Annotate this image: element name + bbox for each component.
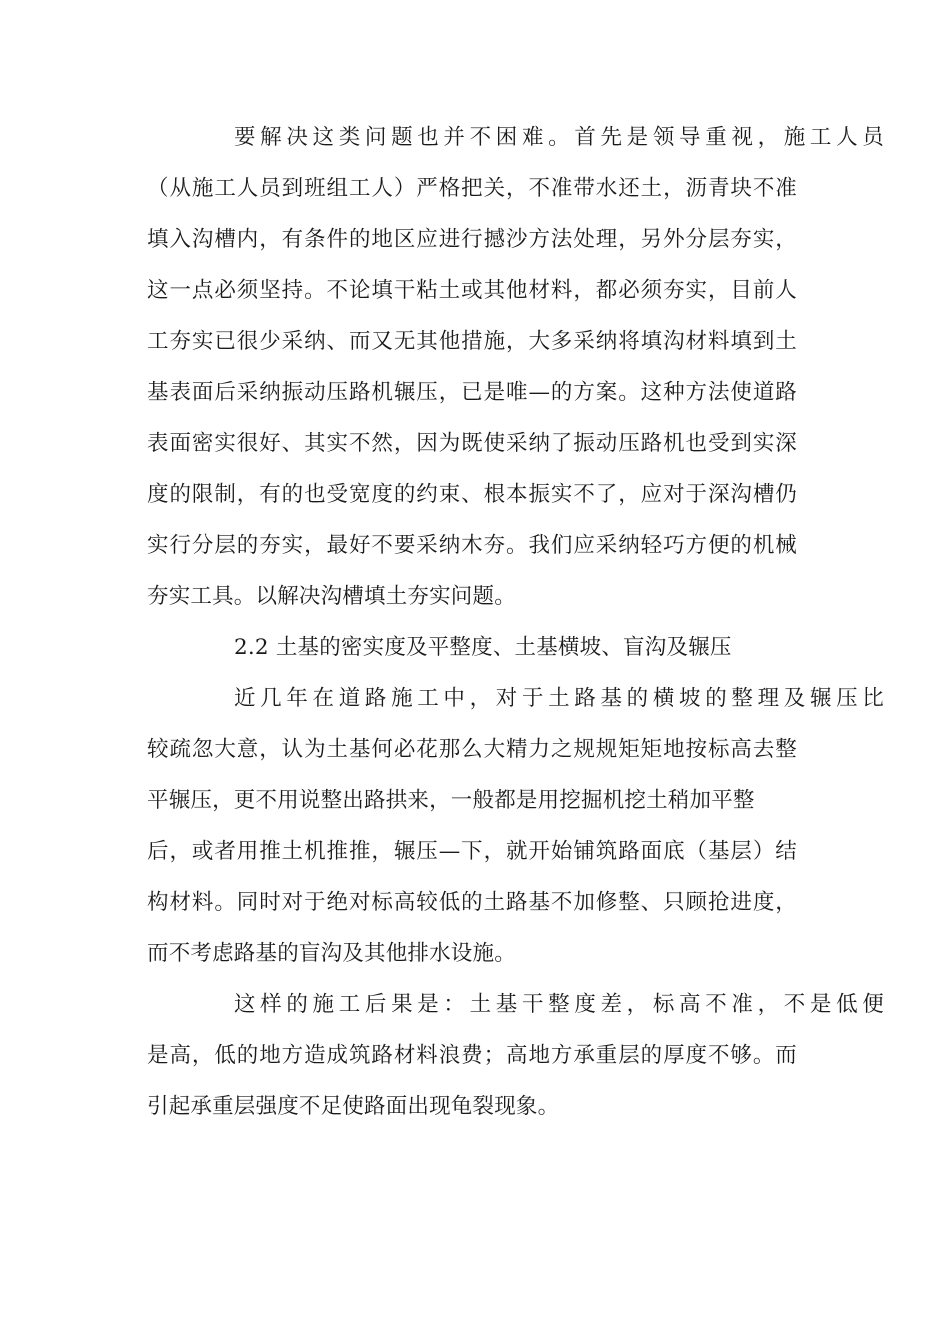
text-line: 度的限制，有的也受宽度的约束、根本振实不了，应对于深沟槽仍 xyxy=(147,482,797,507)
section-heading xyxy=(147,622,797,673)
text-line: 要解决这类问题也并不困难。首先是领导重视，施工人员 xyxy=(234,125,884,150)
text-line: 平辗压，更不用说整出路拱来，一般都是用挖掘机挖土稍加平整 xyxy=(147,788,755,813)
text-line: 是高，低的地方造成筑路材料浪费；高地方承重层的厚度不够。而 xyxy=(147,1043,797,1068)
paragraph-backfill-solution xyxy=(147,112,884,622)
text-line: 夯实工具。以解决沟槽填土夯实问题。 xyxy=(147,584,516,609)
text-line: 而不考虑路基的盲沟及其他排水设施。 xyxy=(147,941,516,966)
text-line: 这一点必须坚持。不论填干粘土或其他材料，都必须夯实，目前人 xyxy=(147,278,797,303)
text-line: 基表面后采纳振动压路机辗压，已是唯—的方案。这种方法使道路 xyxy=(147,380,797,405)
text-line: 引起承重层强度不足使路面出现龟裂现象。 xyxy=(147,1094,560,1119)
text-line: 填入沟槽内，有条件的地区应进行撼沙方法处理，另外分层夯实， xyxy=(147,227,797,252)
text-line: 表面密实很好、其实不然，因为既使采纳了振动压路机也受到实深 xyxy=(147,431,797,456)
text-line: 这样的施工后果是：土基干整度差，标高不准，不是低便 xyxy=(234,992,884,1017)
text-line: 较疏忽大意，认为土基何必花那么大精力之规规矩矩地按标高去整 xyxy=(147,737,797,762)
paragraph-roadbed-issues xyxy=(147,673,884,979)
text-line: 近几年在道路施工中，对于土路基的横坡的整理及辗压比 xyxy=(234,686,884,711)
text-line: 工夯实已很少采纳、而又无其他措施，大多采纳将填沟材料填到土 xyxy=(147,329,797,354)
text-line: （从施工人员到班组工人）严格把关，不准带水还土，沥青块不准 xyxy=(147,176,797,201)
text-line: 后，或者用推土机推推，辗压—下，就开始铺筑路面底（基层）结 xyxy=(147,839,797,864)
text-line: 实行分层的夯实，最好不要采纳木夯。我们应采纳轻巧方便的机械 xyxy=(147,533,797,558)
section-heading-text: 2.2 土基的密实度及平整度、土基横坡、盲沟及辗压 xyxy=(234,635,732,660)
text-line: 构材料。同时对于绝对标高较低的土路基不加修整、只顾抢进度， xyxy=(147,890,797,915)
document-body xyxy=(147,112,884,1132)
paragraph-consequences xyxy=(147,979,884,1132)
